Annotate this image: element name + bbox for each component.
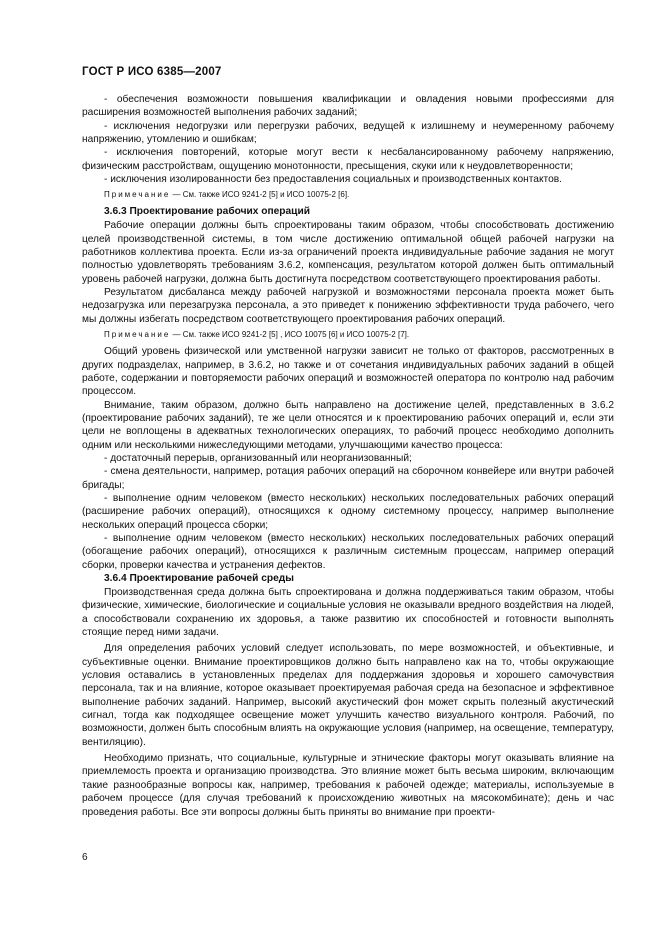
paragraph: Для определения рабочих условий следует использовать, по мере возможностей, и объективные, и субъективные оценки. Внимание проектировщиков должно быть направлено как на то, чтобы окружающие условия оставались в установленных пределах для поддержания здоровья и хорошего самочувствия персонала, так и на влияние, которое оказывает проектируемая рабочая среда на безопасное и эффективное выполнение рабочих заданий. Например, высокий акустический фон может скрыть полезный акустический сигнал, тогда как подходящее освещение может улучшить качество визуального контроля. Рабочий, по возможности, должен быть способным влиять на окружающие условия (например, на освещение, температуру, вентиляцию). [82,643,614,748]
document-body [82,93,614,819]
note-text: — См. также ИСО 9241-2 [5] и ИСО 10075-2 [6]. [170,190,350,200]
note [82,329,614,341]
list-item: - исключения недогрузки или перегрузки рабочих, ведущей к излишнему и неумеренному рабочему напряжению, утомлению и ошибкам; [82,120,614,146]
paragraph: Производственная среда должна быть спроектирована и должна поддерживаться таким образом, чтобы физические, химические, биологические и социальные условия не оказывали вредного воздействия на людей, а способствовали сохранению их здоровья, а также развитию их способностей и готовности выполнять стоящие перед ними задачи. [82,587,614,639]
document-header: ГОСТ Р ИСО 6385—2007 [82,66,222,78]
paragraph: Результатом дисбаланса между рабочей нагрузкой и возможностями персонала проекта может быть недозагрузка или перезагрузка персонала, а это приведет к понижению эффективности труда рабочего, чего мы должны избегать посредством соответствующего проектирования рабочих операций. [82,287,614,325]
page-number: 6 [82,852,88,863]
list-item: - обеспечения возможности повышения квалификации и овладения новыми профессиями для расширения возможностей выполнения рабочих заданий; [82,94,614,119]
list-item: - достаточный перерыв, организованный или неорганизованный; [104,452,412,464]
note-label: Примечание [104,330,171,340]
section-heading: 3.6.3 Проектирование рабочих операций [104,206,310,218]
paragraph: Общий уровень физической или умственной нагрузки зависит не только от факторов, рассмотренных в других подразделах, например, в 3.6.2, но также и от сочетания индивидуальных рабочих заданий в общей работе, содержании и повторяемости рабочих операций и возможностей оператора по контролю над рабочим процессом. [82,346,614,398]
note [82,189,614,201]
note-text: — См. также ИСО 9241-2 [5] , ИСО 10075 [6] и ИСО 10075-2 [7]. [170,330,410,340]
list-item: - исключения изолированности без предоставления социальных и производственных контактов. [104,174,562,186]
list-item: - исключения повторений, которые могут вести к несбалансированному рабочему напряжению, физическим расстройствам, ощущению монотонности, пресыщения, скуки или к неудовлетворенности; [82,147,614,172]
list-item: - выполнение одним человеком (вместо нескольких) нескольких последовательных рабочих операций (обогащение рабочих операций), относящихся к различным системным процессам, например операций сборки, проверки качества и устранения дефектов. [82,532,614,571]
list-item: - выполнение одним человеком (вместо нескольких) нескольких последовательных рабочих операций (расширение рабочих операций), относящихся к одному системному процессу, например выполнение нескольких операций процесса сборки; [82,492,614,531]
paragraph: Внимание, таким образом, должно быть направлено на достижение целей, представленных в 3.6.2 (проектирование рабочих заданий), те же цели относятся и к проектированию рабочих операций и, если эти цели не воплощены в адекватных технологических операциях, то рабочий процесс необходимо дополнить одним или несколькими нижеследующими методами, улучшающими качество процесса: [82,399,614,451]
list-item: - смена деятельности, например, ротация рабочих операций на сборочном конвейере или внутри рабочей бригады; [82,466,614,491]
section-heading: 3.6.4 Проектирование рабочей среды [104,573,294,584]
paragraph: Рабочие операции должны быть спроектированы таким образом, чтобы способствовать достижению целей производственной системы, в том числе достижению оптимальной общей рабочей нагрузки на работников коллектива проекта. Если из-за ограничений проекта индивидуальные рабочие задания не могут полностью удовлетворять требованиям 3.6.2, компенсация, результатом которой должен быть оптимальный уровень рабочей нагрузки, должна быть достигнута посредством соответствующего проектирования работы. [82,220,614,285]
paragraph: Необходимо признать, что социальные, культурные и этнические факторы могут оказывать влияние на приемлемость проекта и организацию производства. Это влияние может быть весьма широким, включающим такие разнообразные вопросы как, например, требования к рабочей одежде; материалы, используемые в рабочем процессе (для случая требований к происхождению животных на мясокомбинате); день и час проведения работы. Все эти вопросы должны быть приняты во внимание при проекти- [82,753,614,818]
note-label: Примечание [104,190,171,200]
